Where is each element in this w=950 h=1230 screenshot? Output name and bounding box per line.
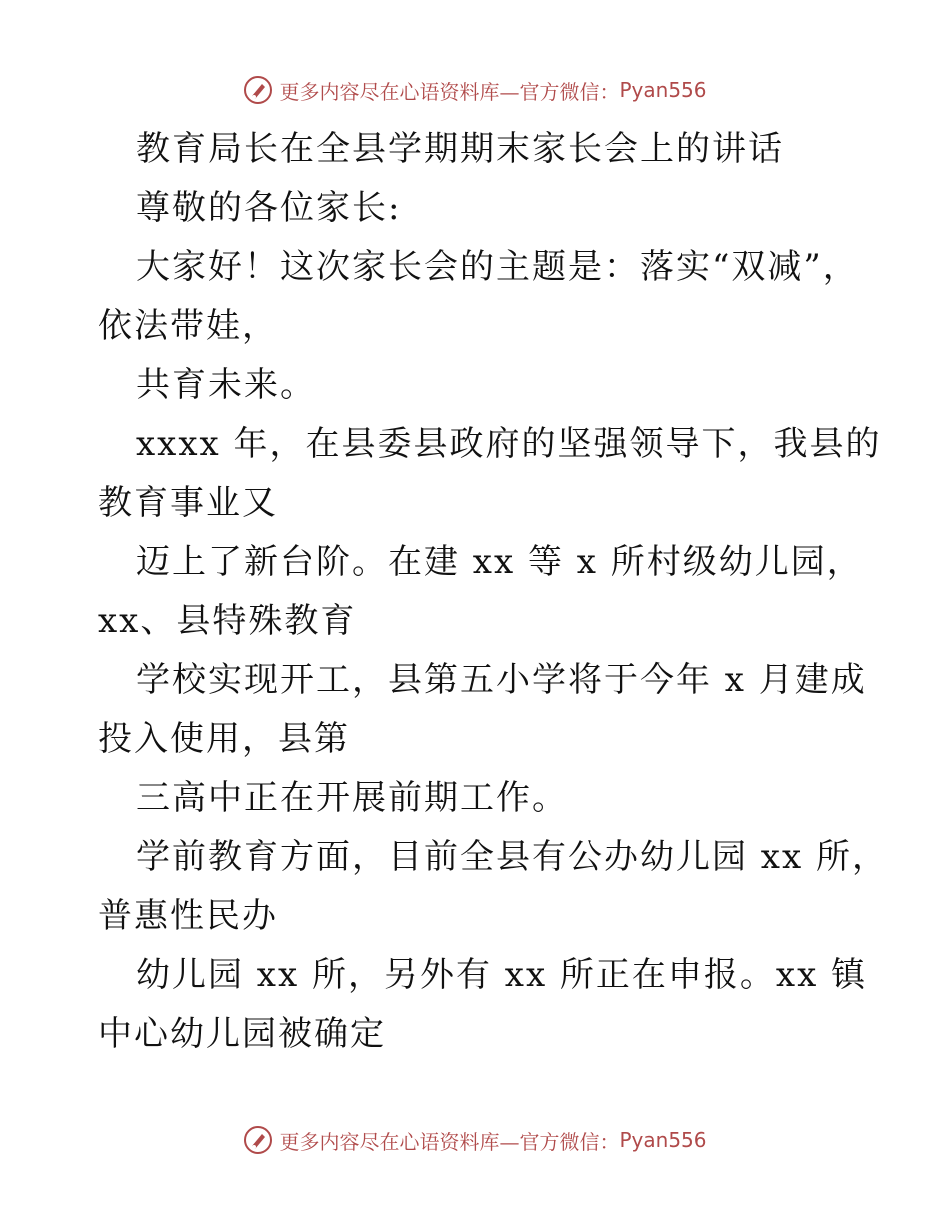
text-line: 幼儿园 xx 所，另外有 xx 所正在申报。xx 镇 bbox=[136, 955, 868, 995]
text-line: 投入使用，县第 bbox=[98, 719, 350, 759]
text-line: xxxx 年，在县委县政府的坚强领导下，我县的 bbox=[136, 424, 882, 464]
text-line: 依法带娃， bbox=[98, 306, 278, 346]
text-line: 共育未来。 bbox=[136, 365, 316, 405]
text-line: 大家好！这次家长会的主题是：落实“双减”， bbox=[136, 247, 859, 287]
text-line: xx、县特殊教育 bbox=[98, 601, 357, 641]
document-body bbox=[98, 120, 888, 1064]
header-banner-text: 更多内容尽在心语资料库—官方微信： bbox=[279, 79, 620, 104]
document-title: 教育局长在全县学期期末家长会上的讲话 bbox=[136, 129, 784, 169]
header-banner bbox=[0, 70, 950, 110]
header-banner-wechat: Pyan556 bbox=[619, 78, 707, 102]
footer-banner bbox=[0, 1120, 950, 1160]
text-line: 中心幼儿园被确定 bbox=[98, 1014, 386, 1054]
text-line: 三高中正在开展前期工作。 bbox=[136, 778, 568, 818]
text-line: 教育事业又 bbox=[98, 483, 278, 523]
salutation: 尊敬的各位家长: bbox=[136, 188, 402, 228]
text-line: 学校实现开工，县第五小学将于今年 x 月建成 bbox=[136, 660, 867, 700]
text-line: 学前教育方面，目前全县有公办幼儿园 xx 所， bbox=[136, 837, 888, 877]
pen-nib-logo-icon bbox=[243, 1125, 273, 1155]
text-line: 迈上了新台阶。在建 xx 等 x 所村级幼儿园， bbox=[136, 542, 863, 582]
footer-banner-wechat: Pyan556 bbox=[619, 1128, 707, 1152]
text-line: 普惠性民办 bbox=[98, 896, 278, 936]
footer-banner-text: 更多内容尽在心语资料库—官方微信： bbox=[279, 1129, 620, 1154]
pen-nib-logo-icon bbox=[243, 75, 273, 105]
